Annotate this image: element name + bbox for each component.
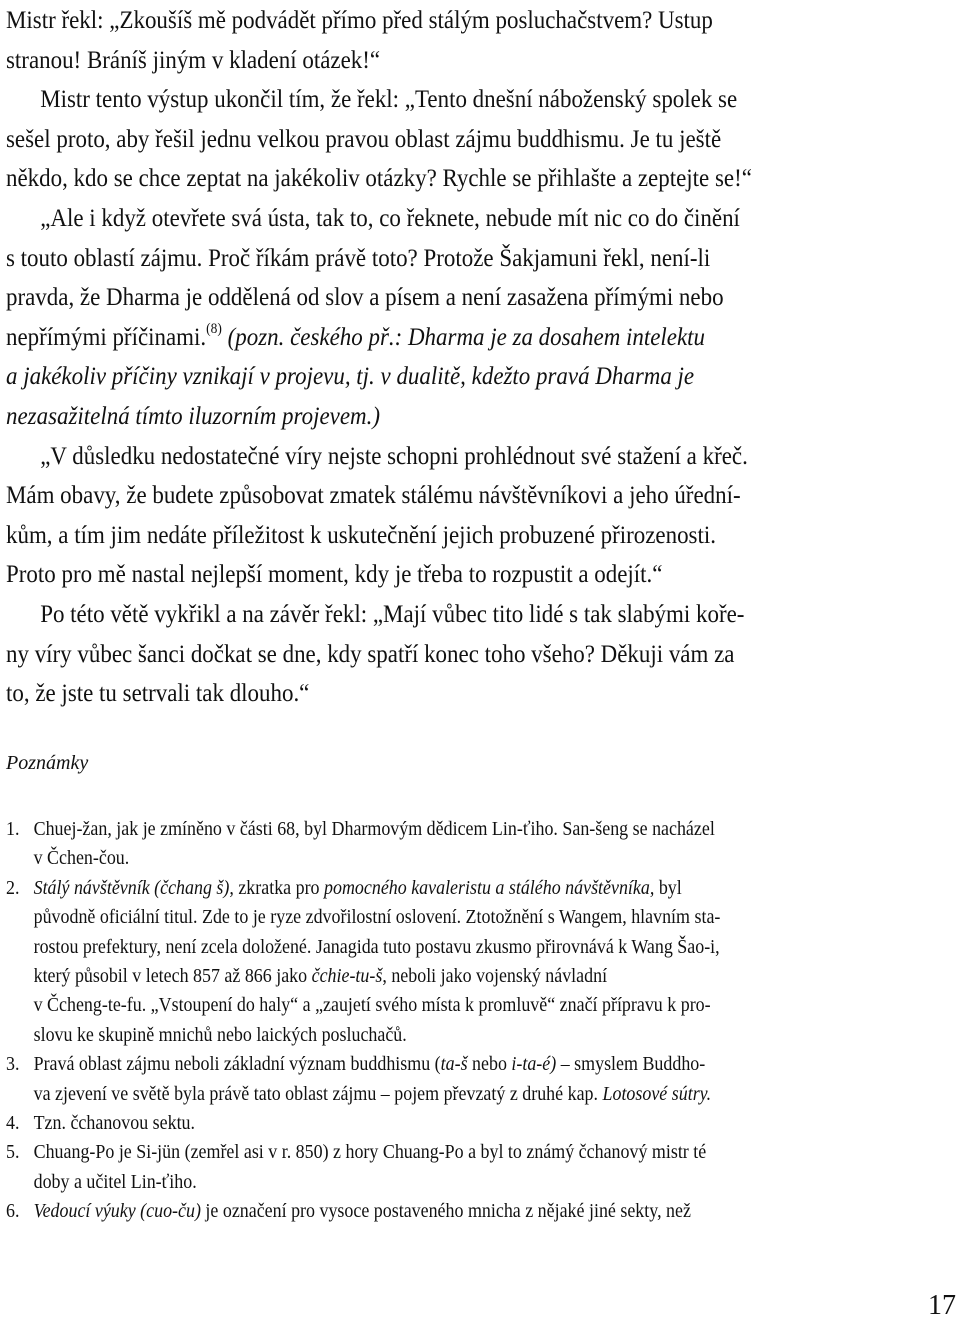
italic-run: i-ta-é)	[511, 1054, 557, 1076]
body-line	[6, 356, 958, 396]
note-number: 5.	[6, 1142, 20, 1164]
note-line	[34, 1080, 959, 1109]
text-run: Chuej-žan, jak je zmíněno v části 68, byl Dharmovým dědicem Lin-ťiho. San-šeng se nacházel	[33, 819, 715, 840]
note-number: 6.	[6, 1201, 20, 1223]
text-run: v Čchen-čou.	[33, 848, 130, 870]
note-item	[6, 815, 958, 874]
notes-inner	[6, 815, 958, 1226]
text-run: Pravá oblast zájmu neboli základní význam buddhismu (	[33, 1054, 441, 1076]
note-line	[34, 933, 959, 962]
text-run: Tzn. čchanovou sektu.	[33, 1112, 196, 1134]
text-run: Po této větě vykřikl a na závěr řekl: „Mají vůbec tito lidé s tak slabými koře-	[40, 598, 745, 628]
note-line	[34, 962, 959, 991]
body-line	[6, 119, 958, 159]
notes-list	[6, 815, 882, 1226]
note-line	[34, 1138, 959, 1167]
italic-run: ta-š	[440, 1054, 468, 1076]
body-line	[6, 0, 958, 40]
text-run: „Ale i když otevřete svá ústa, tak to, co řeknete, nebude mít nic co do činění	[40, 202, 740, 232]
note-line	[34, 844, 959, 873]
text-run: slovu ke skupině mnichů nebo laických posluchačů.	[33, 1024, 407, 1046]
text-run: to, že jste tu setrvali tak dlouho.“	[6, 678, 310, 708]
note-line	[34, 1021, 959, 1050]
text-run: někdo, kdo se chce zeptat na jakékoliv otázky? Rychle se přihlašte a zeptejte se!“	[6, 163, 752, 193]
body-line	[6, 634, 958, 674]
note-number: 3.	[6, 1054, 20, 1076]
italic-run: pomocného kavaleristu a stálého návštěvníka,	[324, 877, 655, 899]
italic-run: nezasažitelná tímto iluzorním projevem.)	[6, 400, 380, 430]
text-run: nebo	[467, 1054, 512, 1076]
note-item	[6, 1050, 958, 1109]
body-line	[6, 594, 958, 634]
body-lines	[6, 0, 958, 713]
notes-heading: Poznámky	[6, 752, 89, 774]
note-line	[34, 815, 959, 844]
note-line	[34, 991, 959, 1020]
body-line	[6, 396, 958, 436]
text-run: ny víry vůbec šanci dočkat se dne, kdy spatří konec toho všeho? Děkuji vám za	[6, 638, 735, 668]
note-number: 1.	[6, 819, 20, 840]
italic-run: a jakékoliv příčiny vznikají v projevu, tj. v dualitě, kdežto pravá Dharma je	[6, 361, 695, 391]
body-line	[6, 515, 958, 555]
body-line	[6, 317, 958, 357]
text-run: „V důsledku nedostatečné víry nejste schopni prohlédnout své stažení a křeč.	[40, 440, 748, 470]
text-run: který působil v letech 857 až 866 jako	[33, 965, 312, 987]
note-line	[34, 1197, 959, 1226]
text-run: stranou! Bráníš jiným v kladení otázek!“	[6, 44, 381, 74]
body-line	[6, 475, 958, 515]
footnote-reference: (8)	[206, 320, 222, 337]
text-run: doby a učitel Lin-ťiho.	[33, 1171, 197, 1193]
body-line	[6, 436, 958, 476]
text-run: Proto pro mě nastal nejlepší moment, kdy je třeba to rozpustit a odejít.“	[6, 559, 663, 589]
italic-run: Lotosové sútry.	[602, 1083, 712, 1105]
italic-run: čchie-tu-š	[311, 965, 383, 987]
note-line	[34, 1168, 959, 1197]
text-run: , neboli jako vojenský návladní	[382, 965, 608, 987]
text-run: s touto oblastí zájmu. Proč říkám právě toto? Protože Šakjamuni řekl, není-li	[6, 242, 711, 272]
body-line	[6, 554, 958, 594]
text-run: Mám obavy, že budete způsobovat zmatek stálému návštěvníkovi a jeho úřední-	[6, 480, 741, 510]
italic-run: (pozn. českého př.: Dharma je za dosahem intelektu	[227, 321, 706, 351]
note-item	[6, 1197, 958, 1226]
body-line	[6, 79, 958, 119]
text-run: byl	[654, 877, 682, 899]
text-run: rostou prefektury, není zcela doložené. Janagida tuto postavu zkusmo přirovnává k Wang Šao-i,	[33, 936, 720, 958]
italic-run: Stálý návštěvník (čchang š),	[33, 877, 234, 899]
body-line	[6, 238, 958, 278]
text-run: nepřímými příčinami.	[6, 321, 207, 351]
body-line	[6, 673, 958, 713]
body-line	[6, 40, 958, 80]
text-run: Mistr řekl: „Zkoušíš mě podvádět přímo před stálým posluchačstvem? Ustup	[6, 5, 713, 34]
text-run: původně oficiální titul. Zde to je ryze zdvořilostní oslovení. Ztotožnění s Wangem, hlavním sta-	[33, 907, 721, 929]
text-run: Mistr tento výstup ukončil tím, že řekl: „Tento dnešní náboženský spolek se	[40, 84, 738, 114]
text-run: v Čcheng-te-fu. „Vstoupení do haly“ a „zaujetí svého místa k promluvě“ značí přípravu k pro-	[33, 995, 711, 1017]
body-line	[6, 198, 958, 238]
text-run: zkratka pro	[233, 877, 325, 899]
text-run: pravda, že Dharma je oddělená od slov a písem a není zasažena přímými nebo	[6, 282, 724, 312]
page-number: 17	[928, 1290, 956, 1321]
note-item	[6, 1109, 958, 1138]
note-line	[34, 903, 959, 932]
note-item	[6, 874, 958, 1050]
text-run: sešel proto, aby řešil jednu velkou pravou oblast zájmu buddhismu. Je tu ještě	[6, 123, 722, 153]
note-line	[34, 874, 959, 903]
text-run: – smyslem Buddho-	[556, 1054, 706, 1076]
body-line	[6, 158, 958, 198]
note-item	[6, 1138, 958, 1197]
note-number: 2.	[6, 877, 20, 899]
italic-run: Vedoucí výuky (cuo-ču)	[33, 1201, 201, 1223]
body-line	[6, 277, 958, 317]
text-run: je označení pro vysoce postaveného mnicha z nějaké jiné sekty, než	[200, 1201, 691, 1223]
note-line	[34, 1109, 959, 1138]
text-run: kům, a tím jim nedáte příležitost k uskutečnění jejich probuzené přirozenosti.	[6, 519, 716, 549]
note-line	[34, 1050, 959, 1079]
body-text	[6, 0, 863, 713]
note-number: 4.	[6, 1112, 20, 1134]
text-run: va zjevení ve světě byla právě tato oblast zájmu – pojem převzatý z druhé kap.	[33, 1083, 603, 1105]
text-run: Chuang-Po je Si-jün (zemřel asi v r. 850) z hory Chuang-Po a byl to známý čchanový mistr té	[33, 1142, 707, 1164]
